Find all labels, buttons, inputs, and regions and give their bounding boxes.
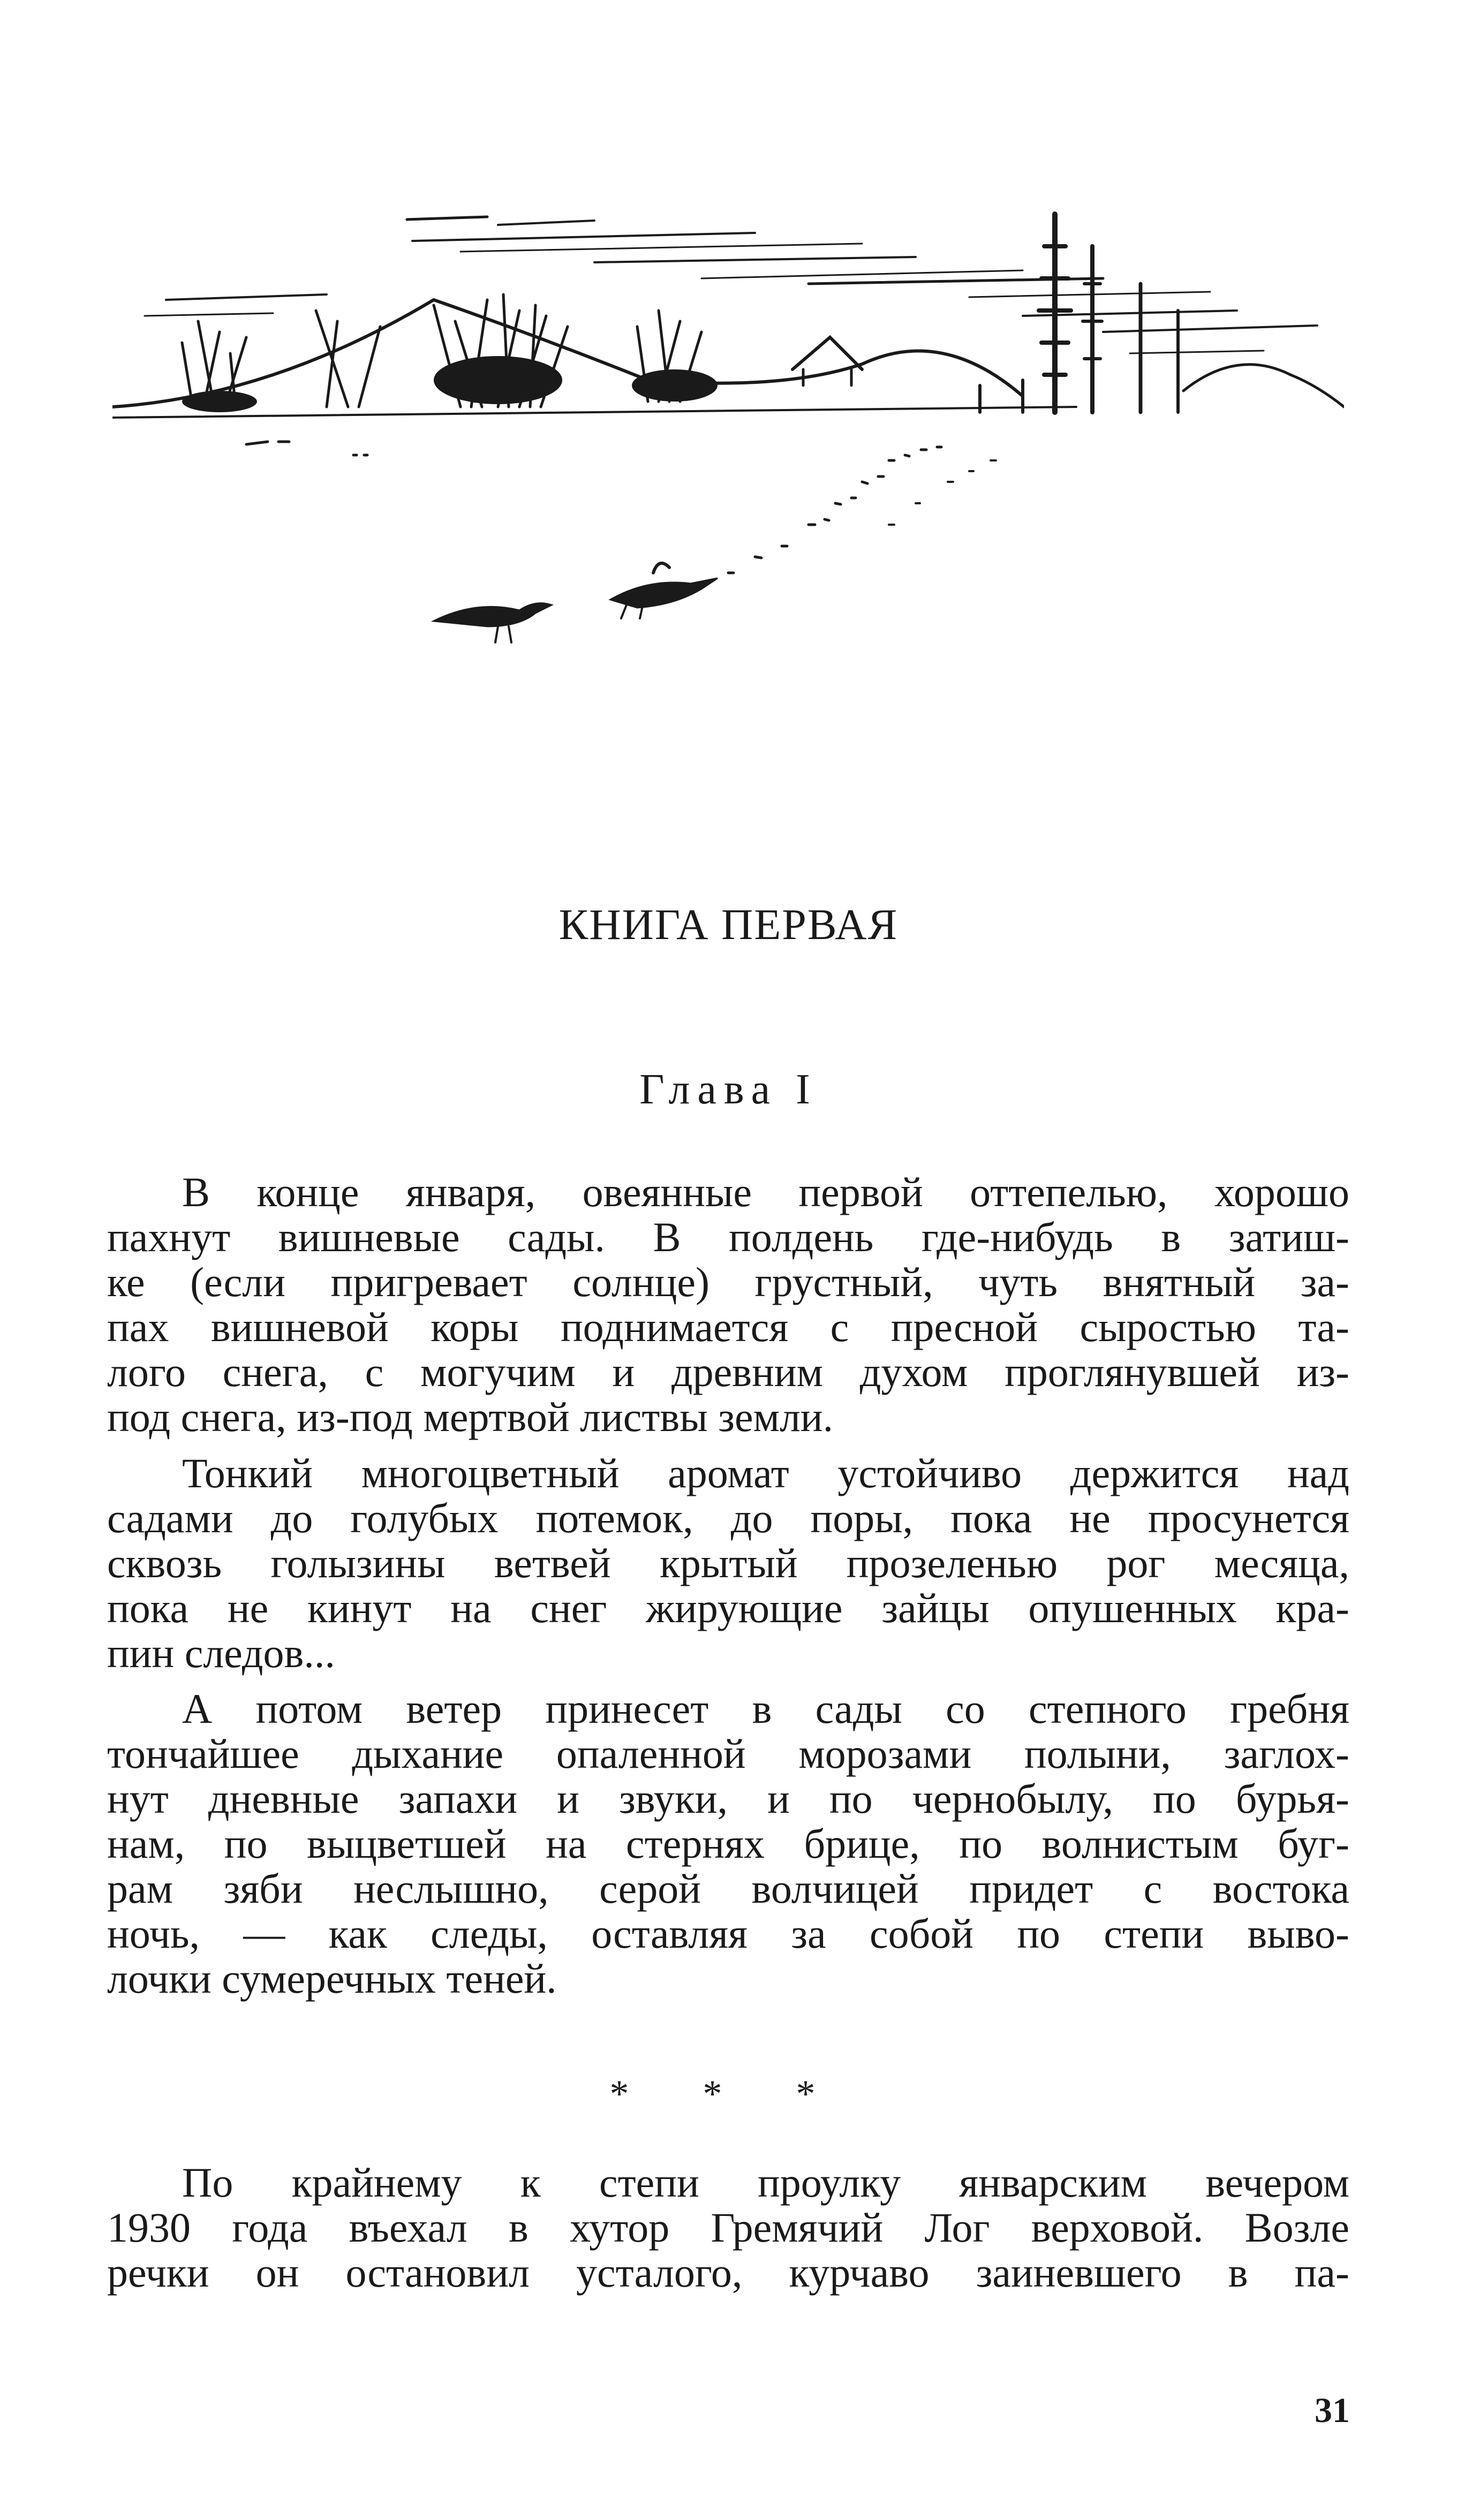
winter-landscape-illustration xyxy=(112,203,1344,659)
text-line: пахнут вишневые сады. В полдень где-нибудь в затиш- xyxy=(107,1214,1349,1260)
text-line: тончайшее дыхание опаленной морозами полыни, заглох- xyxy=(107,1730,1349,1777)
text-line: пин следов... xyxy=(107,1630,335,1676)
text-line: А потом ветер принесет в сады со степного гребня xyxy=(182,1685,1349,1732)
text-line: 1930 года въехал в хутор Гремячий Лог верховой. Возле xyxy=(107,2204,1349,2251)
book-title: КНИГА ПЕРВАЯ xyxy=(558,900,899,949)
text-line: пока не кинут на снег жирующие зайцы опушенных кра- xyxy=(107,1585,1349,1631)
text-line: ночь, — как следы, оставляя за собой по степи выво- xyxy=(107,1910,1349,1957)
paragraph-4 xyxy=(107,2160,1349,2295)
page-number: 31 xyxy=(1315,2391,1350,2430)
paragraph-2 xyxy=(107,1451,1349,1676)
paragraph-3 xyxy=(107,1686,1349,2001)
paragraph-1 xyxy=(107,1170,1349,1440)
text-line: рам зяби неслышно, серой волчицей придет с востока xyxy=(107,1865,1349,1912)
text-line: нам, по выцветшей на стернях брице, по волнистым буг- xyxy=(107,1820,1349,1867)
section-separator: * * * xyxy=(609,2072,848,2115)
text-line: По крайнему к степи проулку январским вечером xyxy=(182,2159,1349,2206)
text-line: Тонкий многоцветный аромат устойчиво держится над xyxy=(182,1450,1349,1496)
text-line: лочки сумеречных теней. xyxy=(107,1955,557,2002)
text-line: ке (если пригревает солнце) грустный, чуть внятный за- xyxy=(107,1259,1349,1305)
text-line: речки он остановил усталого, курчаво заиневшего в па- xyxy=(107,2249,1349,2296)
text-line: В конце января, овеянные первой оттепелью, хорошо xyxy=(182,1169,1349,1215)
text-line: садами до голубых потемок, до поры, пока не просунется xyxy=(107,1495,1349,1541)
text-line: пах вишневой коры поднимается с пресной сыростью та- xyxy=(107,1304,1349,1350)
chapter-title: Глава I xyxy=(639,1066,818,1113)
text-line: лого снега, с могучим и древним духом проглянувшей из- xyxy=(107,1349,1349,1395)
text-line: нут дневные запахи и звуки, и по чернобылу, по бурья- xyxy=(107,1775,1349,1822)
text-line: под снега, из-под мертвой листвы земли. xyxy=(107,1394,834,1440)
text-line: сквозь голызины ветвей крытый прозеленью рог месяца, xyxy=(107,1540,1349,1586)
